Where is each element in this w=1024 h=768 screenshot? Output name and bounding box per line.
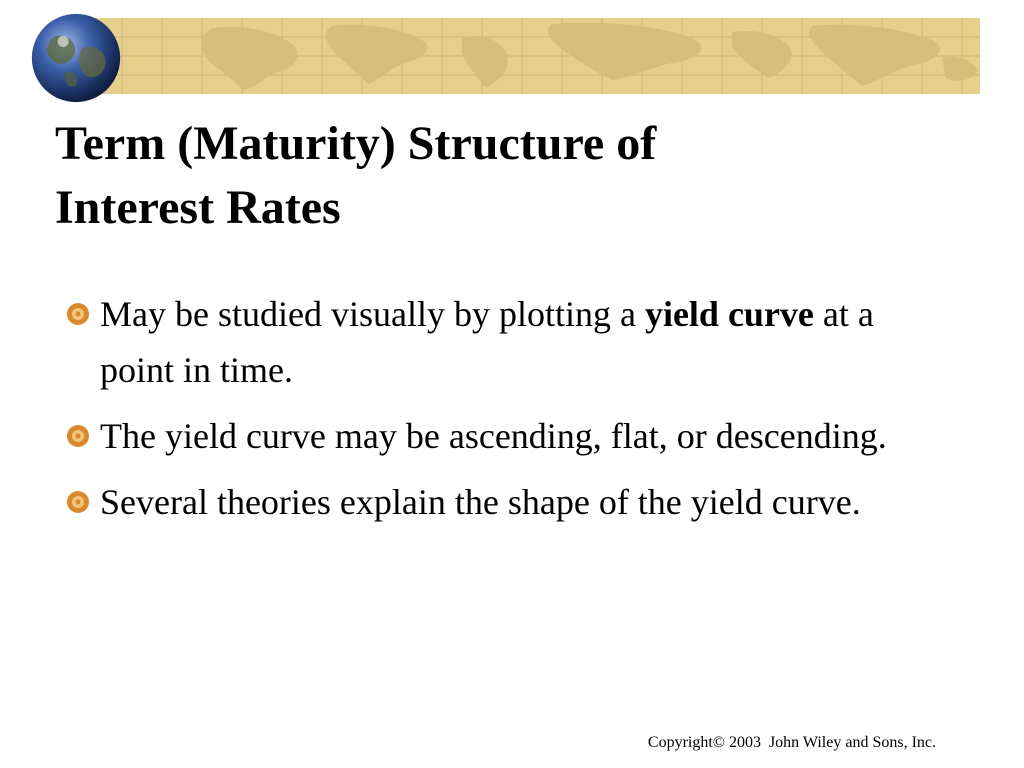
gear-bullet-icon <box>66 490 90 514</box>
slide-title-line-2: Interest Rates <box>55 181 341 234</box>
gear-bullet-icon <box>66 302 90 326</box>
header-banner <box>82 18 980 94</box>
globe-icon <box>30 12 122 104</box>
gear-bullet-icon <box>66 424 90 448</box>
bullet-emphasis: yield curve <box>644 294 814 334</box>
bullet-text: Several theories explain the shape of the yield curve. <box>100 482 861 522</box>
world-map-banner <box>82 18 980 94</box>
bullet-text: The yield curve may be ascending, flat, or descending. <box>100 416 887 456</box>
bullet-item-shapes <box>0 408 1024 464</box>
bullet-item-yield-curve <box>0 286 1024 398</box>
copyright-footer: Copyright© 2003 John Wiley and Sons, Inc. <box>647 734 936 751</box>
bullet-list <box>0 286 1024 540</box>
bullet-text: May be studied visually by plotting a <box>100 294 645 334</box>
bullet-text: at a point in time. <box>100 294 874 390</box>
slide-title <box>55 112 955 240</box>
bullet-item-theories <box>0 474 1024 530</box>
slide-title-line-1: Term (Maturity) Structure of <box>55 117 657 170</box>
